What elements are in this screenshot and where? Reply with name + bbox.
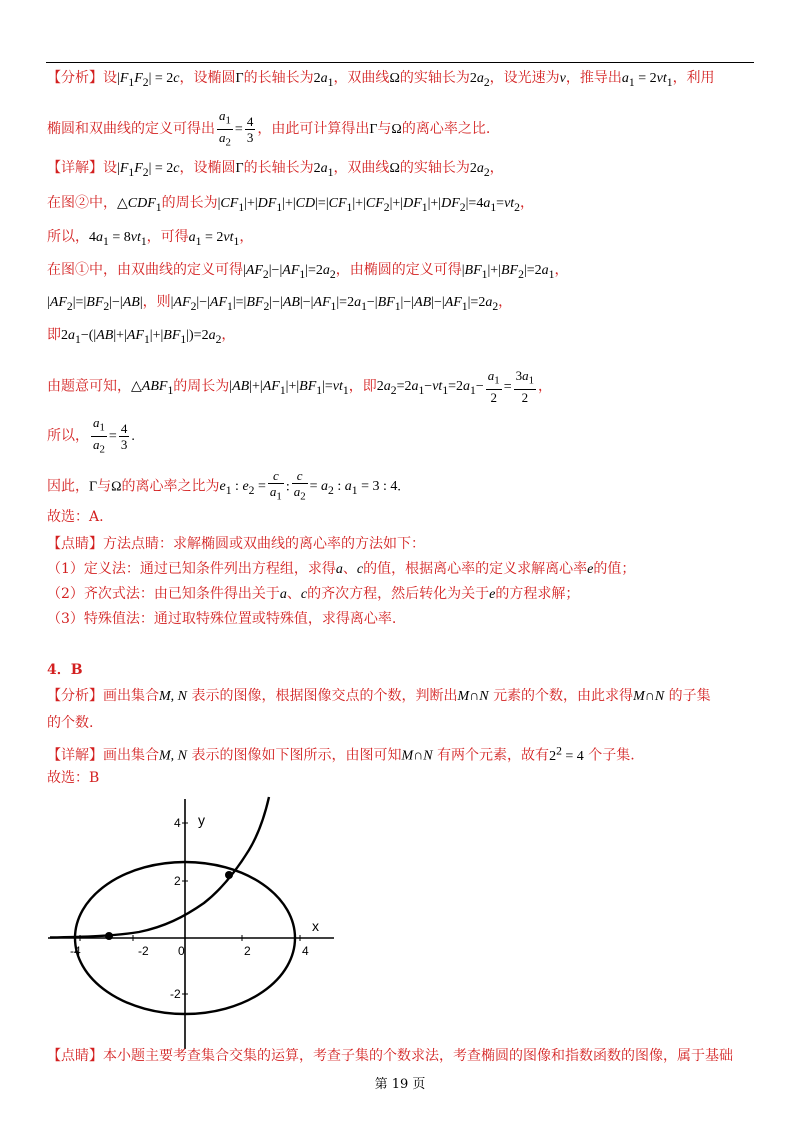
text: 表示的图像如下图所示，由图可知 [191,747,402,764]
x-tick-label: 2 [244,944,251,958]
text: 的子集 [668,688,711,704]
q4-analysis-line-1: 【分析】画出集合M, N 表示的图像，根据图像交点的个数，判断出M∩N 元素的个数，由此求得M∩N 的子集 [47,688,711,704]
y-tick-label: 2 [174,874,181,888]
detail-line-3: 所以，$4a_1 = 8vt_1$，可得$a_1 = 2vt_1$， [47,229,254,248]
text: 、 [342,561,357,577]
text: （2）齐次式法：由已知条件得出关于 [47,586,280,602]
text: 因此， [47,478,89,495]
x-tick-label: -4 [70,944,81,958]
detail-line-1: 【详解】设$|F_1F_2| = 2c$，设椭圆Γ的长轴长为$2a_1$，双曲线Ω的实轴长为$2a_2$， [47,160,504,179]
text: 的实轴长为 [399,160,470,176]
text: 与 [377,121,392,138]
tips-line-3: （3）特殊值法：通过取特殊位置或特殊值，求得离心率. [47,611,397,627]
y-axis-label: y [198,812,205,828]
text: 【分析】画出集合 [47,688,159,704]
exponential-curve [50,797,269,938]
text: ，可得 [146,229,189,245]
x-tick-label: 0 [178,944,185,958]
text: 【详解】画出集合 [47,747,159,764]
text: ，设椭圆 [179,160,236,176]
text: 的值，根据离心率的定义求解离心率 [363,561,588,577]
q4-tip-line: 【点睛】本小题主要考查集合交集的运算，考查子集的个数求法，考查椭圆的图像和指数函数的图像，属于基础 [47,1048,733,1064]
text: 有两个元素，故有 [437,747,550,764]
text: 的离心率之比为 [121,478,220,495]
text: 的周长为 [173,378,230,395]
text: ，即 [348,378,377,395]
text: 在图①中，由双曲线的定义可得 [47,262,243,278]
text: 、 [286,586,301,602]
text: 椭圆和双曲线的定义可得出 [47,121,215,138]
text: 与 [97,478,112,495]
text: 由题意可知， [47,378,131,395]
y-tick-label: -2 [170,987,181,1001]
text: ，设光速为 [489,70,560,86]
set-graph [44,795,334,1050]
tips-title: 【点睛】方法点睛：求解椭圆或双曲线的离心率的方法如下： [47,536,425,552]
text: 个子集. [588,747,635,764]
text: 所以， [47,229,89,245]
text: 的值； [593,561,636,577]
text: 所以， [47,428,89,445]
detail-line-7: 由题意可知，$\triangle ABF_1$的周长为$|AB|+|AF_1|+|BF_1|=vt_1$，即$2a_2=2a_1-vt_1=2a_1-$ $\frac{a_1}{2}$ = $\frac{3a_1}{2}$ ， [47,368,553,405]
y-tick-label: 4 [174,816,181,830]
text: ， [489,160,504,176]
x-tick-label: -2 [138,944,149,958]
q4-answer: 故选：B [47,770,100,786]
text: 的离心率之比. [401,121,491,138]
text: 在图②中， [47,195,117,211]
detail-line-9: 因此，Γ与Ω的离心率之比为$e_1$ : $e_2$ = $\frac{c}{a_1}$ : $\frac{c}{a_2}$ = $a_2$ : $a_1 = 3$ : 4. [47,468,401,503]
text: ，推导出 [565,70,622,86]
text: （1）定义法：通过已知条件列出方程组，求得 [47,561,336,577]
text: 的齐次方程，然后转化为关于 [307,586,490,602]
q4-number: 4．B [47,662,83,678]
text: 表示的图像，根据图像交点的个数，判断出 [191,688,458,704]
analysis-label: 【分析】设 [47,70,117,86]
tips-line-1: （1）定义法：通过已知条件列出方程组，求得a、c的值，根据离心率的定义求解离心率e的值； [47,561,636,577]
text: 的周长为 [161,195,218,211]
text: ，双曲线 [333,70,390,86]
text: 的长轴长为 [243,70,314,86]
top-rule [46,62,754,63]
text: 即 [47,327,61,343]
detail-line-6: 即$2a_1-(|AB|+|AF_1|+|BF_1|)=2a_2$， [47,327,236,346]
analysis-line-2: 椭圆和双曲线的定义可得出 $\frac{a_1}{a_2}$ = $\frac{4}{3}$ ，由此可计算得出Γ与Ω的离心率之比. [47,108,491,149]
analysis-line-1: 【分析】设$|F_1F_2| = 2c$，设椭圆Γ的长轴长为$2a_1$，双曲线Ω的实轴长为$2a_2$，设光速为v，推导出$a_1 = 2vt_1$，利用 [47,70,715,89]
intersection-point [225,871,233,879]
text: 的长轴长为 [243,160,314,176]
x-tick-label: 4 [302,944,309,958]
text: 的方程求解； [495,586,580,602]
detail-line-4: 在图①中，由双曲线的定义可得$|AF_2|-|AF_1|=2a_2$，由椭圆的定义可得$|BF_1|+|BF_2|=2a_1$， [47,262,569,281]
q4-analysis-line-2: 的个数. [47,715,94,731]
text: ，则 [142,294,171,310]
detail-answer: 故选：A. [47,509,104,525]
q4-detail-line: 【详解】画出集合M, N 表示的图像如下图所示，由图可知M∩N 有两个元素，故有$2^2 = 4$ 个子集. [47,744,635,764]
text: 的实轴长为 [399,70,470,86]
detail-line-2: 在图②中，$\triangle CDF_1$的周长为$|CF_1|+|DF_1|+|CD|=|CF_1|+|CF_2|+|DF_1|+|DF_2|=4a_1=vt_2$， [47,195,534,214]
intersection-point [105,932,113,940]
text: 【详解】设 [47,160,117,176]
page-footer: 第 19 页 [374,1077,426,1092]
detail-line-5: $|AF_2|=|BF_2|-|AB|$，则$|AF_2|-|AF_1|=|BF_2|-|AB|-|AF_1|=2a_1-|BF_1|-|AB|-|AF_1|=2a_2$， [47,294,513,313]
text: ，利用 [672,70,715,86]
text: ，由椭圆的定义可得 [335,262,462,278]
tips-line-2: （2）齐次式法：由已知条件得出关于a、c的齐次方程，然后转化为关于e的方程求解； [47,586,580,602]
text: ，设椭圆 [179,70,236,86]
text: ，由此可计算得出 [257,121,370,138]
text: ，双曲线 [333,160,390,176]
x-axis-label: x [312,918,319,934]
detail-line-8: 所以， $\frac{a_1}{a_2}$ = $\frac{4}{3}$ . [47,415,135,456]
text: 元素的个数，由此求得 [493,688,634,704]
